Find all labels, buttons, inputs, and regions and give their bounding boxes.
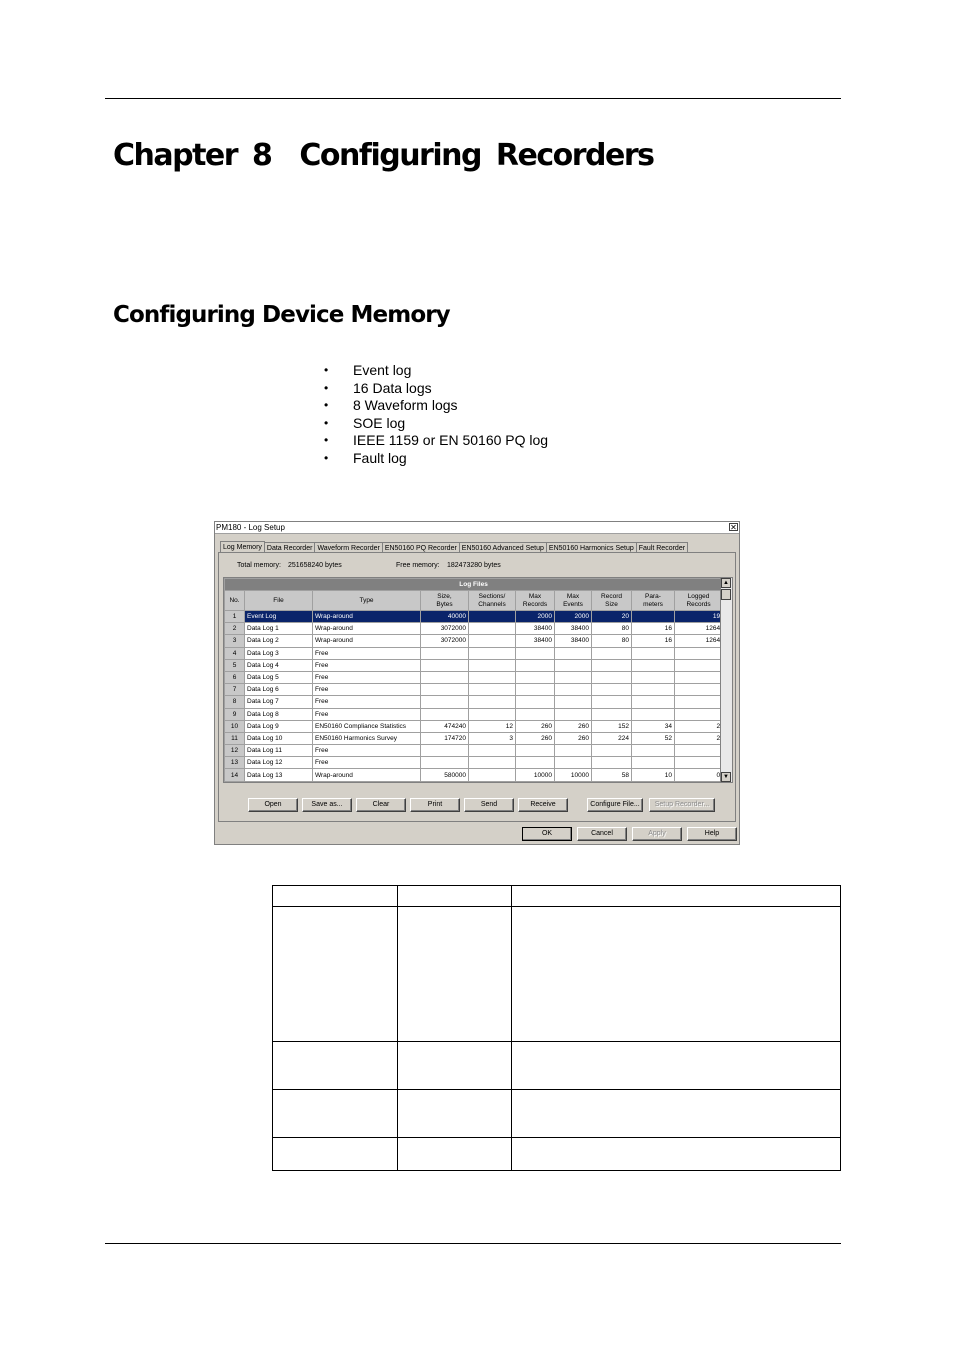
table-cell	[555, 684, 592, 696]
chapter-name: Configuring Recorders	[299, 138, 654, 173]
table-cell: Wrap-around	[313, 769, 421, 781]
table-cell: 2000	[516, 611, 555, 623]
log-files-table	[224, 578, 723, 782]
row-number: 11	[225, 732, 245, 744]
tab-log-memory[interactable]: Log Memory	[220, 541, 265, 554]
table-cell: 80	[592, 623, 632, 635]
table-cell	[632, 684, 675, 696]
table-cell	[555, 659, 592, 671]
scroll-down-icon[interactable]: ▼	[721, 772, 731, 782]
table-cell: 38400	[516, 623, 555, 635]
table-cell: Data Log 7	[245, 696, 313, 708]
table-row	[273, 1090, 841, 1138]
table-cell: Data Log 3	[245, 647, 313, 659]
table-cell: Free	[313, 647, 421, 659]
table-cell: Data Log 11	[245, 745, 313, 757]
table-cell	[555, 708, 592, 720]
table-row[interactable]	[225, 611, 723, 623]
table-cell: 152	[592, 720, 632, 732]
table-cell	[675, 659, 723, 671]
save-as-button[interactable]: Save as...	[302, 798, 352, 812]
table-cell: Free	[313, 659, 421, 671]
table-row[interactable]	[225, 671, 723, 683]
table-cell	[469, 611, 516, 623]
table-cell: 38400	[555, 623, 592, 635]
table-cell	[592, 671, 632, 683]
table-row[interactable]	[225, 732, 723, 744]
table-cell: 12	[469, 720, 516, 732]
row-number: 2	[225, 623, 245, 635]
table-cell: 224	[592, 732, 632, 744]
column-header: Size, Bytes	[421, 591, 469, 611]
ok-button[interactable]: OK	[522, 827, 572, 841]
table-caption: Log Files	[225, 579, 723, 591]
table-row[interactable]	[225, 757, 723, 769]
table-cell	[632, 611, 675, 623]
table-cell: 3072000	[421, 623, 469, 635]
table-cell: 80	[592, 635, 632, 647]
scroll-thumb[interactable]	[721, 589, 731, 600]
row-number: 14	[225, 769, 245, 781]
table-cell: 19	[675, 611, 723, 623]
close-icon[interactable]: ✕	[730, 523, 737, 532]
table-cell: 16	[632, 623, 675, 635]
table-cell	[592, 708, 632, 720]
table-cell: Data Log 12	[245, 757, 313, 769]
table-cell: 260	[516, 732, 555, 744]
table-cell	[555, 757, 592, 769]
table-cell	[632, 745, 675, 757]
table-cell	[421, 757, 469, 769]
table-cell	[421, 671, 469, 683]
table-cell	[632, 647, 675, 659]
list-item: • 8 Waveform logs	[322, 397, 548, 415]
row-number: 6	[225, 671, 245, 683]
open-button[interactable]: Open	[248, 798, 298, 812]
table-cell	[632, 659, 675, 671]
table-row[interactable]	[225, 696, 723, 708]
table-cell: Free	[313, 708, 421, 720]
table-cell	[516, 708, 555, 720]
table-cell	[516, 757, 555, 769]
table-cell	[469, 684, 516, 696]
table-cell: 58	[592, 769, 632, 781]
table-row[interactable]	[225, 647, 723, 659]
free-memory-label: Free memory:	[396, 562, 440, 569]
table-cell: Data Log 1	[245, 623, 313, 635]
column-header: Record Size	[592, 591, 632, 611]
table-cell: 52	[632, 732, 675, 744]
column-header: File	[245, 591, 313, 611]
chapter-title	[113, 138, 654, 173]
tab-fault-recorder[interactable]: Fault Recorder	[636, 542, 688, 553]
dialog-titlebar	[215, 522, 739, 534]
table-cell	[469, 635, 516, 647]
table-cell: 260	[555, 732, 592, 744]
list-item: • Event log	[322, 362, 548, 380]
table-cell: Wrap-around	[313, 611, 421, 623]
table-cell: EN50160 Harmonics Survey	[313, 732, 421, 744]
table-cell: 580000	[421, 769, 469, 781]
table-cell: 2	[675, 720, 723, 732]
table-cell	[592, 647, 632, 659]
table-cell	[469, 757, 516, 769]
tab-en50160-harmonics-setup[interactable]: EN50160 Harmonics Setup	[546, 542, 637, 553]
table-row[interactable]	[225, 635, 723, 647]
table-row[interactable]	[225, 708, 723, 720]
configure-file-button[interactable]: Configure File...	[587, 798, 643, 812]
apply-button[interactable]: Apply	[632, 827, 682, 841]
table-cell: 174720	[421, 732, 469, 744]
table-cell	[421, 647, 469, 659]
table-cell	[592, 696, 632, 708]
table-cell: Free	[313, 696, 421, 708]
table-cell	[675, 684, 723, 696]
table-row	[273, 1138, 841, 1171]
receive-button[interactable]: Receive	[518, 798, 568, 812]
table-cell: Free	[313, 757, 421, 769]
table-cell: 16	[632, 635, 675, 647]
row-number: 13	[225, 757, 245, 769]
table-cell	[469, 696, 516, 708]
table-cell	[421, 684, 469, 696]
list-item: • SOE log	[322, 415, 548, 433]
tab-en50160-pq-recorder[interactable]: EN50160 PQ Recorder	[382, 542, 460, 553]
total-memory-value: 251658240 bytes	[288, 562, 342, 569]
table-cell	[675, 708, 723, 720]
scroll-up-icon[interactable]: ▲	[721, 578, 731, 588]
table-cell	[516, 745, 555, 757]
table-cell	[675, 647, 723, 659]
vertical-scrollbar[interactable]	[720, 578, 732, 782]
row-number: 3	[225, 635, 245, 647]
table-cell: 38400	[516, 635, 555, 647]
column-header: No.	[225, 591, 245, 611]
tab-data-recorder[interactable]: Data Recorder	[264, 542, 316, 553]
table-cell: 3	[469, 732, 516, 744]
table-cell: 1264	[675, 635, 723, 647]
row-number: 1	[225, 611, 245, 623]
setup-recorder-button[interactable]: Setup Recorder...	[649, 798, 715, 812]
column-header: Max Records	[516, 591, 555, 611]
table-cell	[675, 757, 723, 769]
log-types-list	[322, 362, 548, 467]
table-cell: 38400	[555, 635, 592, 647]
table-cell: Data Log 2	[245, 635, 313, 647]
table-cell: Wrap-around	[313, 623, 421, 635]
tab-strip	[220, 540, 687, 552]
table-cell	[516, 684, 555, 696]
table-cell	[516, 696, 555, 708]
table-row[interactable]	[225, 659, 723, 671]
table-cell	[469, 623, 516, 635]
footer-rule	[105, 1243, 841, 1244]
free-memory-value: 182473280 bytes	[447, 562, 501, 569]
table-cell: 10000	[516, 769, 555, 781]
tab-en50160-advanced-setup[interactable]: EN50160 Advanced Setup	[459, 542, 547, 553]
table-cell: Data Log 5	[245, 671, 313, 683]
table-cell: 0	[675, 769, 723, 781]
column-header: Type	[313, 591, 421, 611]
send-button[interactable]: Send	[464, 798, 514, 812]
table-cell	[555, 671, 592, 683]
row-number: 7	[225, 684, 245, 696]
table-cell: 3072000	[421, 635, 469, 647]
table-cell: 260	[555, 720, 592, 732]
table-cell: 20	[592, 611, 632, 623]
table-cell	[675, 671, 723, 683]
table-cell: Data Log 6	[245, 684, 313, 696]
column-header: Max Events	[555, 591, 592, 611]
table-cell: 2	[675, 732, 723, 744]
table-row	[273, 886, 841, 907]
table-cell	[469, 708, 516, 720]
table-cell	[421, 708, 469, 720]
table-cell: 2000	[555, 611, 592, 623]
dialog-title: PM180 - Log Setup	[216, 523, 285, 532]
print-button[interactable]: Print	[410, 798, 460, 812]
table-cell	[555, 696, 592, 708]
table-cell	[632, 696, 675, 708]
list-item: • IEEE 1159 or EN 50160 PQ log	[322, 432, 548, 450]
table-cell	[421, 696, 469, 708]
tab-waveform-recorder[interactable]: Waveform Recorder	[314, 542, 382, 553]
table-cell	[421, 745, 469, 757]
table-cell	[592, 684, 632, 696]
table-cell: 10000	[555, 769, 592, 781]
table-cell	[632, 757, 675, 769]
list-item: • 16 Data logs	[322, 380, 548, 398]
table-cell	[469, 745, 516, 757]
table-cell: 474240	[421, 720, 469, 732]
row-number: 8	[225, 696, 245, 708]
table-cell: Free	[313, 745, 421, 757]
column-header: Para- meters	[632, 591, 675, 611]
column-header: Sections/ Channels	[469, 591, 516, 611]
row-number: 4	[225, 647, 245, 659]
table-cell: 40000	[421, 611, 469, 623]
section-title: Configuring Device Memory	[113, 302, 450, 328]
table-row	[273, 1042, 841, 1090]
row-number: 5	[225, 659, 245, 671]
table-cell: Data Log 9	[245, 720, 313, 732]
log-files-grid	[223, 577, 733, 783]
table-cell: Data Log 8	[245, 708, 313, 720]
table-cell	[516, 647, 555, 659]
clear-button[interactable]: Clear	[356, 798, 406, 812]
table-row[interactable]	[225, 720, 723, 732]
table-cell	[675, 745, 723, 757]
cancel-button[interactable]: Cancel	[577, 827, 627, 841]
table-cell: 1264	[675, 623, 723, 635]
table-cell: Free	[313, 684, 421, 696]
log-setup-dialog	[214, 521, 740, 845]
table-cell: Data Log 13	[245, 769, 313, 781]
row-number: 12	[225, 745, 245, 757]
table-cell	[469, 769, 516, 781]
table-cell	[469, 671, 516, 683]
table-cell	[592, 659, 632, 671]
table-cell	[675, 696, 723, 708]
table-cell	[516, 671, 555, 683]
table-row[interactable]	[225, 684, 723, 696]
table-cell	[555, 745, 592, 757]
table-cell	[555, 647, 592, 659]
column-header: Logged Records	[675, 591, 723, 611]
table-header-row	[225, 591, 723, 611]
table-cell	[516, 659, 555, 671]
table-row[interactable]	[225, 769, 723, 781]
table-cell: Data Log 4	[245, 659, 313, 671]
table-cell	[592, 745, 632, 757]
list-item: • Fault log	[322, 450, 548, 468]
table-cell	[632, 671, 675, 683]
table-cell	[421, 659, 469, 671]
table-cell: EN50160 Compliance Statistics	[313, 720, 421, 732]
table-cell	[632, 708, 675, 720]
table-cell: 34	[632, 720, 675, 732]
row-number: 10	[225, 720, 245, 732]
table-cell	[469, 659, 516, 671]
table-cell: 260	[516, 720, 555, 732]
doc-table	[272, 885, 841, 1171]
table-cell: Data Log 10	[245, 732, 313, 744]
table-body	[225, 611, 723, 782]
table-cell: 10	[632, 769, 675, 781]
table-cell: Free	[313, 671, 421, 683]
total-memory-label: Total memory:	[237, 562, 281, 569]
table-row[interactable]	[225, 745, 723, 757]
table-row[interactable]	[225, 623, 723, 635]
table-row	[273, 907, 841, 1042]
table-cell	[592, 757, 632, 769]
header-rule	[105, 98, 841, 99]
table-cell: Wrap-around	[313, 635, 421, 647]
row-number: 9	[225, 708, 245, 720]
help-button[interactable]: Help	[687, 827, 737, 841]
table-cell: Event Log	[245, 611, 313, 623]
table-cell	[469, 647, 516, 659]
chapter-number: Chapter 8	[113, 138, 272, 173]
